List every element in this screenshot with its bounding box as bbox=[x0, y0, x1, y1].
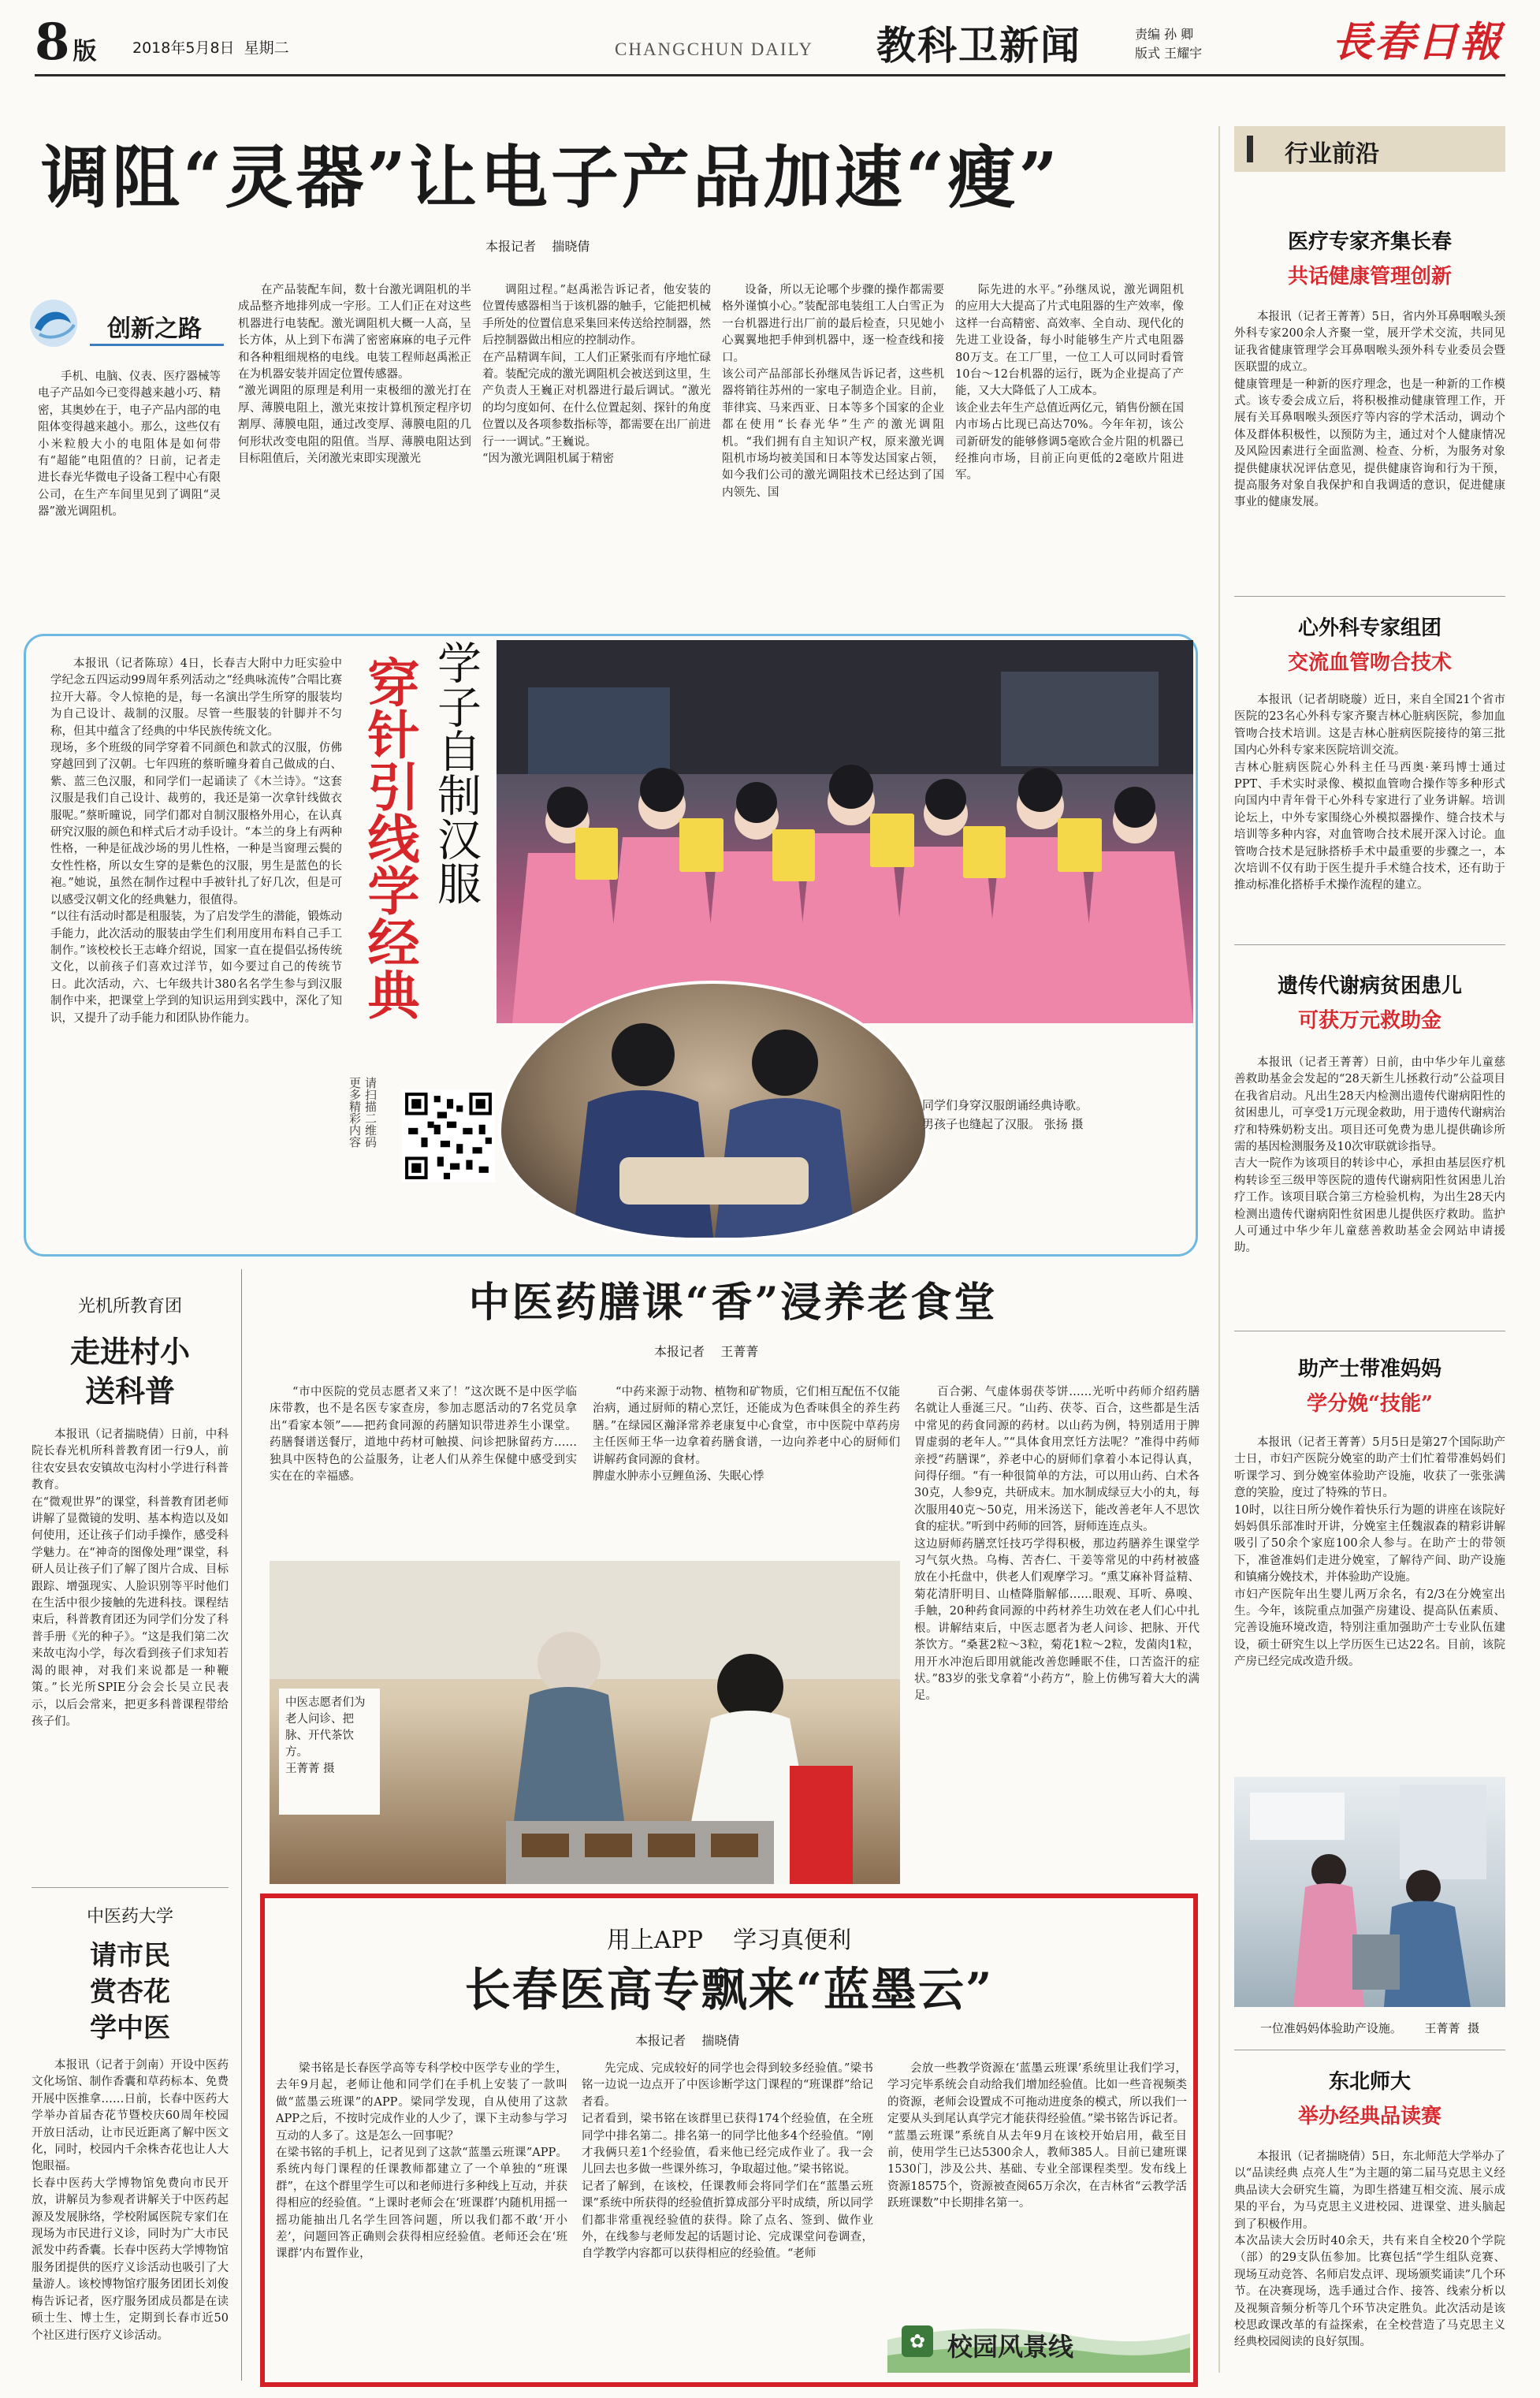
lead-byline: 本报记者 揣晓倩 bbox=[485, 239, 590, 254]
sidebar-item-1-text: 本报讯（记者王菁菁）5日，省内外耳鼻咽喉头颈外科专家200余人齐聚一堂，展开学术交流，共同见证我省健康管理学会耳鼻咽喉头颈外科专业委员会暨医联盟的成立。 健康管理是一种新的医疗理念，也是一种新的工作模式。该专委会成立后，将积极推动健康管理工作，开展有关耳鼻咽喉头颈医疗等内容的学术活动，调动个体及群体积极性，以预防为主，通过对个人健康情况及风险因素进行全面监测、检查、分析，为服务对象提供健康状况评估意见，提供健康咨询和行为干预，提高服务对象自我保护和自我调适的意识，促进健康事业的健康发展。 bbox=[1234, 311, 1505, 509]
sidebar-header-marker bbox=[1247, 136, 1253, 162]
app-col-3: 会放一些教学资源在‘蓝墨云班课’系统里让我们学习，学习完毕系统会自动给我们增加经验值。比如一些音视频类的资源，老师会设置成不可拖动进度条的模式，所以我们一定要从头到尾认真学完才能获得经验值。”梁书铭告诉记者。 “蓝墨云班课”系统自从去年9月在该校开始启用，截至目前，使用学生已达5300余人，教师385人。目前已建班课1530门，涉及公共、基础、专业全部课程类型。发布线上资源18575个，资源被查阅65万余次，在吉林省“云教学活跃班课数”中长期排名第一。 bbox=[887, 2062, 1187, 2210]
sidebar-item-3-head2: 可获万元救助金 bbox=[1297, 1009, 1441, 1033]
campus-badge-book-icon: ✿ bbox=[902, 2325, 933, 2357]
left-brief-2-text: 本报讯（记者于剑南）开设中医药文化场馆、制作香囊和草药标本、免费开展中医推拿……日前，长春中医药大学举办首届杏花节暨校庆60周年校园开放日活动，让市民近距离了解中医文化，同时，校园内千余株杏花也让人大饱眼福。 长春中医药大学博物馆免费向市民开放，讲解员为参观者讲解关于中医药起源及发展脉络，学校附属医院专家们在现场为市民进行义诊，同时为广大市民派发中药香囊。长春中医药大学博物馆服务团提供的医疗义诊活动也吸引了大量游人。该校博物馆疗服务团团长刘俊梅告诉记者，医疗服务团成员都是在读硕士生、博士生，定期到长春市近50个社区进行医疗义诊活动。 bbox=[32, 2059, 229, 2342]
delivery-room-photo bbox=[1234, 1777, 1505, 2007]
lead-col-2: 在产品装配车间，数十台激光调阻机的半成品整齐地排列成一字形。工人们正在对这些机器进行电装配。激光调阻机大概一人高，呈长方体，从上到下布满了密密麻麻的电子元件和各种粗细规格的电线。电装工程师赵禹淞正在为机器安装并固定位置传感器。 “激光调阻的原理是利用一束极细的激光打在厚、薄膜电阻上，激光束按计算机预定程序切割厚、薄膜电阻，通过改变厚、薄膜电阻的几何形状改变电阻的阻值。当厚、薄膜电阻达到目标阻值后，关闭激光束即实现激光 bbox=[238, 284, 471, 466]
editor-credits bbox=[1135, 25, 1202, 63]
sidebar-item-3-text: 本报讯（记者王菁菁）日前，由中华少年儿童慈善救助基金会发起的“28天新生儿拯救行动”公益项目在我省启动。凡出生28天内检测出遗传代谢病阳性的贫困患儿，可享受1万元现金救助，用于遗传代谢病治疗和特殊奶粉支出。项目还可免费为患儿提供确诊所需的基因检测服务及10次审联就诊指导。 吉大一院作为该项目的转诊中心，承担由基层医疗机构转诊至三级甲等医院的遗传代谢病阳性贫困患儿治疗工作。该项目联合第三方检验机构，为出生28天内检测出遗传代谢病阳性贫困患儿提供医疗救助。监护人可通过中华少年儿童慈善救助基金会网站申请援助。 bbox=[1234, 1056, 1505, 1255]
sewing-photo-art bbox=[501, 984, 928, 1241]
credit-editor: 责编 孙 卿 bbox=[1135, 27, 1194, 42]
tcm-photo-caption-text: 中医志愿者们为老人问诊、把脉、开代茶饮方。 王菁菁 摄 bbox=[285, 1696, 366, 1775]
feature-title-black: 学子自制汉服 bbox=[430, 640, 482, 905]
sidebar-divider-1 bbox=[1234, 596, 1505, 597]
weekday: 星期二 bbox=[244, 39, 289, 57]
sidebar-header bbox=[1234, 126, 1505, 172]
left-brief-2-head: 请市民 赏杏花 学中医 bbox=[90, 1940, 170, 2044]
tcm-byline: 本报记者 王菁菁 bbox=[654, 1344, 759, 1359]
sidebar-divider-2 bbox=[1234, 944, 1505, 945]
campus-badge-label: 校园风景线 bbox=[947, 2332, 1074, 2362]
lead-col-1: 手机、电脑、仪表、医疗器械等电子产品如今已变得越来越小巧、精密，其奥妙在于，电子产品内部的电阻体变得越来越小。那么，这些仅有小米粒般大小的电阻体是如何带有“超能”电阻值的？日前，记者走进长春光华微电子设备工程中心有限公司，在生产车间里见到了调阻“灵器”激光调阻机。 bbox=[38, 370, 221, 519]
newspaper-logo: 長春日報 bbox=[1332, 18, 1503, 66]
tcm-photo-caption bbox=[279, 1689, 380, 1815]
sidebar-item-3-head1: 遗传代谢病贫困患儿 bbox=[1277, 974, 1462, 998]
page-number: 8 版 bbox=[35, 13, 97, 72]
hanfu-inset-photo bbox=[498, 981, 928, 1241]
issue-date: 2018年5月8日 星期二 bbox=[132, 39, 289, 57]
hanfu-photo-art bbox=[497, 640, 1193, 1023]
section-title: 教科卫新闻 bbox=[876, 22, 1081, 69]
feature-title-red: 穿针引线学经典 bbox=[359, 656, 420, 1020]
app-subhead: 用上APP 学习真便利 bbox=[606, 1927, 852, 1954]
lead-col-5: 际先进的水平。”孙继凤说，激光调阻机的应用大大提高了片式电阻器的生产效率，像这样一台高精密、高效率、全自动、现代化的先进工业设备，每小时能够生产片式电阻器80万支。在工厂里，一位工人可以同时看管10台～12台机器的运行，既为企业提高了产能，又大大降低了人工成本。 该企业去年生产总值近两亿元，销售份额在国内市场占比现已高达70%。今年年初，该公司新研发的能够修调5毫欧合金片阻的机器已经推向市场，目前正向更低的2毫欧片阻进军。 bbox=[955, 284, 1184, 482]
left-brief-2-kicker: 中医药大学 bbox=[86, 1907, 173, 1927]
sidebar-item-1-head1: 医疗专家齐集长春 bbox=[1287, 230, 1452, 254]
lead-col-3: 调阻过程。”赵禹淞告诉记者，他安装的位置传感器相当于该机器的触手，它能把机械手所处的位置信息采集回来传送给控制器，然后控制器做出相应的控制动作。 在产品精调车间，工人们正紧张而有序地忙碌着。装配完成的激光调阻机会被送到这里，生产负责人王巍正对机器进行最后调试。“激光的均匀度如何、在什么位置起刻、探针的角度位置以及各项参数指标等，都需要在出厂前进行一一调试。”王巍说。 “因为激光调阻机属于精密 bbox=[482, 284, 711, 466]
left-column-rule bbox=[241, 1269, 242, 2381]
lead-col-4: 设备，所以无论哪个步骤的操作都需要格外谨慎小心。”装配部电装组工人白雪正为一台机器进行出厂前的最后检查，只见她小心翼翼地把手伸到机器中，逐一检查线和接口。 该公司产品部部长孙继凤告诉记者，这些机器将销往苏州的一家电子制造企业。目前，菲律宾、马来西亚、日本等多个国家的企业都在使用“长春光华”生产的激光调阻机。“我们拥有自主知识产权，原来激光调阻机市场均被美国和日本等发达国家占领，如今我们公司的激光调阻技术已经达到了国内领先、国 bbox=[722, 284, 944, 499]
left-brief-1-text: 本报讯（记者揣晓倩）日前，中科院长春光机所科普教育团一行9人，前往农安县农安镇故屯沟村小学进行科普教育。 在“微观世界”的课堂，科普教育团老师讲解了显微镜的发明、基本构造以及如何使用，还让孩子们动手操作，感受科学魅力。在“神奇的图像处理”课堂，科研人员让孩子们了解了图片合成、目标跟踪、增强现实、人脸识别等平时他们在生活中很少接触的先进科技。课程结束后，科普教育团还为同学们分发了科普手册《光的种子》。“这是我们第二次来故屯沟小学，每次看到孩子们求知若渴的眼神，对我们来说都是一种鞭策。”长光所SPIE分会会长吴立民表示，以后会常来，把更多科普课程带给孩子们。 bbox=[32, 1428, 229, 1728]
delivery-room-caption: 一位准妈妈体验助产设施。 王菁菁 摄 bbox=[1259, 2021, 1480, 2035]
sidebar-item-2-head2: 交流血管吻合技术 bbox=[1287, 651, 1452, 675]
masthead-rule bbox=[35, 74, 1505, 76]
sidebar-item-4-head2: 学分娩“技能” bbox=[1307, 1392, 1433, 1416]
sidebar-header-label: 行业前沿 bbox=[1285, 140, 1379, 168]
tcm-headline: 中医药膳课“香”浸养老食堂 bbox=[468, 1279, 998, 1327]
left-brief-divider bbox=[32, 1887, 229, 1888]
app-byline: 本报记者 揣晓倩 bbox=[635, 2033, 740, 2048]
qr-caption: 请扫描二维码 更多精彩内容 bbox=[348, 1077, 378, 1148]
page-unit: 版 bbox=[73, 38, 97, 65]
left-brief-1-head: 走进村小 送科普 bbox=[69, 1334, 190, 1409]
sidebar-item-4-text: 本报讯（记者王菁菁）5月5日是第27个国际助产士日，市妇产医院分娩室的助产士们忙着带准妈妈们听课学习、到分娩室体验助产设施，收获了一张张满意的笑脸，度过了特殊的节日。 10时，以往日所分娩作着快乐行为题的讲座在该院好妈妈俱乐部准时开讲，分娩室主任魏淑森的精彩讲解吸引了50余个家庭100余人参与。在助产士的带领下，准爸准妈们走进分娩室，了解待产间、助产设施和镇痛分娩技术，并体验助产设施。 市妇产医院年出生婴儿两万余名，有2/3在分娩室出生。今年，该院重点加强产房建设、提高队伍素质、完善设施环境改造，特别注重加强助产士专业队伍建设，硕士研究生以上学历医生已达22名。目前，该院产房已经完成改造升级。 bbox=[1234, 1436, 1505, 1669]
credit-layout: 版式 王耀宇 bbox=[1135, 46, 1203, 61]
tcm-col-1: “市中医院的党员志愿者又来了！”这次既不是中医学临床带教，也不是名医专家查房，参加志愿活动的7名党员拿出“看家本领”——把药食同源的药膳知识带进养生小课堂。药膳餐谱送餐厅，道地中药材可触摸、问诊把脉留药方……独具中医特色的公益服务，让老人们从养生保健中感受到实实在在的幸福感。 bbox=[270, 1386, 577, 1484]
left-brief-1-kicker: 光机所教育团 bbox=[77, 1297, 182, 1316]
app-col-1: 梁书铭是长春医学高等专科学校中医学专业的学生，去年9月起，老师让他和同学们在手机上安装了一款叫做“蓝墨云班课”的APP。梁同学发现，自从使用了这款APP之后，不按时完成作业的人少了，课下主动参与学习互动的人多了。这是怎么一回事呢？ 在梁书铭的手机上，记者见到了这款“蓝墨云班课”APP。系统内每门课程的任课教师都建立了一个单独的“班课群”，在这个群里学生可以和老师进行多种线上互动，并获得相应的经验值。“上课时老师会在‘班课群’内随机用摇一摇功能抽出几名学生回答问题，所以我们都不敢‘开小差’，问题回答正确则会获得相应经验值。老师还会在‘班课群’内布置作业， bbox=[276, 2062, 567, 2261]
feature-caption: 同学们身穿汉服朗诵经典诗歌。 男孩子也缝起了汉服。 张扬 摄 bbox=[922, 1098, 1088, 1131]
app-col-2: 先完成、完成较好的同学也会得到较多经验值。”梁书铭一边说一边点开了中医诊断学这门课程的“班课群”给记者看。 记者看到，梁书铭在该群里已获得174个经验值，在全班同学中排名第二。排名第一的同学比他多4个经验值。“刚才我俩只差1个经验值，看来他已经完成作业了。我一会儿回去也多做一些课外练习，争取超过他。”梁书铭说。 记者了解到，在该校，任课教师会将同学们在“蓝墨云班课”系统中所获得的经验值折算成部分平时成绩，所以同学们都非常重视经验值的获得。除了点名、签到、做作业外，在线参与老师发起的话题讨论、完成课堂问卷调查，自学教学内容都可以获得相应的经验值。“老师 bbox=[582, 2062, 873, 2261]
lead-tag bbox=[24, 293, 227, 353]
lead-tag-underline bbox=[90, 344, 224, 346]
lead-tag-label: 创新之路 bbox=[107, 315, 202, 343]
campus-badge bbox=[887, 2316, 1190, 2373]
sidebar-border bbox=[1218, 126, 1220, 2373]
sidebar-item-2-head1: 心外科专家组团 bbox=[1297, 616, 1441, 640]
tcm-col-3: 百合粥、气虚体弱茯苓饼……光听中药师介绍药膳名就让人垂涎三尺。“山药、茯苓、百合，这些都是生活中常见的药食同源的药材。以山药为例，特别适用于脾胃虚弱的老年人。”“具体食用烹饪方法呢？”准得中药师亲授“药膳课”，养老中心的厨师们拿着小本记得认真，问得仔细。“有一种很简单的方法，可以用山药、白术各30克，人参9克，共研成末。加水制成绿豆大小的丸，每次服用40克～50克，用米汤送下，能改善老年人不思饮食的症状。”听到中药师的回答，厨师连连点头。 这边厨师药膳烹饪技巧学得积极，那边药膳养生课堂学习气氛火热。乌梅、苦杏仁、干姜等常见的中药材被盛放在小托盘中，供老人们观摩学习。“熏艾麻补肾益精、菊花清肝明目、山楂降脂解郁……眼观、耳听、鼻嗅、手触，20种药食同源的中药材养生功效在老人们心中扎根。讲解结束后，中医志愿者为老人问诊、把脉、开代茶饮方。“桑葚2粒～3粒，菊花1粒～2粒，发菌肉1粒，用开水冲泡后即用就能改善您睡眠不佳，口苦盗汗的症状。”83岁的张戈拿着“小药方”，脸上仿佛写着大大的满足。 bbox=[914, 1386, 1200, 1703]
sidebar-item-5-head1: 东北师大 bbox=[1328, 2070, 1411, 2094]
feature-col-1: 本报讯（记者陈琼）4日，长春吉大附中力旺实验中学纪念五四运动99周年系列活动之“经典咏流传”合唱比赛拉开大幕。令人惊艳的是，每一名演出学生所穿的服装均为自己设计、裁制的汉服。尽管一些服装的针脚并不匀称，但其中蕴含了经典的中华民族传统文化。 现场，多个班级的同学穿着不同颜色和款式的汉服，仿佛穿越回到了汉朝。七年四班的蔡昕曈身着自己做成的白、紫、蓝三色汉服，和同学们一起诵读了《木兰诗》。“这套汉服是我们自己设计、裁剪的，我还是第一次拿针线做衣服呢。”蔡昕曈说，同学们都对自制汉服格外用心，在认真研究汉服的颜色和样式后才动手设计。“本兰的身上有两种性格，一种是征战沙场的男儿性格，一种是当窗理云鬓的女性性格，所以女生穿的是紫色的汉服，男生是蓝色的长袍。”她说，虽然在制作过程中手被针扎了好几次，但是可以感受汉朝文化的经典魅力，很值得。 “以往有活动时都是租服装，为了启发学生的潜能，锻炼动手能力，此次活动的服装由学生们利用度用布料自己手工制作。”该校校长王志峰介绍说，国家一直在提倡弘扬传统文化，以前孩子们喜欢过洋节，如今要过自己的传统节日。此次活动，六、七年级共计380名名学生参与到汉服制作中来，把课堂上学到的知识运用到实践中，深化了知识，又提升了动手能力和团队协作能力。 bbox=[50, 657, 342, 1025]
swirl-logo-icon bbox=[24, 293, 84, 353]
sidebar-item-2-text: 本报讯（记者胡晓璇）近日，来自全国21个省市医院的23名心外科专家齐聚吉林心脏病医院，参加血管吻合技术培训。这是吉林心脏病医院接待的第三批国内心外科专家来医院培训交流。 吉林心脏病医院心外科主任马西奥·莱玛博士通过PPT、手术实时录像、模拟血管吻合操作等多种形式向国内中青年骨干心外科专家进行了业务讲解。培训论坛上，中外专家围绕心外模拟器操作、缝合技术与培训等多种内容，对血管吻合技术展开深入讨论。血管吻合技术是冠脉搭桥手术中最重要的步骤之一，本次培训不仅有助于医生提升手术缝合技术，还有助于推动标准化搭桥手术操作流程的建立。 bbox=[1234, 694, 1505, 892]
sidebar-item-5-head2: 举办经典品读赛 bbox=[1297, 2105, 1441, 2128]
delivery-room-photo-art bbox=[1234, 1777, 1505, 2007]
qr-code[interactable] bbox=[402, 1089, 495, 1182]
qr-code-icon bbox=[402, 1089, 495, 1182]
masthead bbox=[0, 0, 1540, 79]
paper-name-en: CHANGCHUN DAILY bbox=[615, 39, 813, 59]
app-headline: 长春医高专飘来“蓝墨云” bbox=[464, 1963, 994, 2016]
sidebar-item-1-head2: 共话健康管理创新 bbox=[1287, 265, 1452, 289]
lead-headline: 调阻“灵器”让电子产品加速“瘦” bbox=[41, 138, 1061, 218]
sidebar-item-4-head1: 助产士带准妈妈 bbox=[1297, 1357, 1441, 1381]
sidebar-item-5-text: 本报讯（记者揣晓倩）5日，东北师范大学举办了以“品读经典 点亮人生”为主题的第二届马克思主义经典品读大会研究生篇，为即生搭建互相交流、展示成果的平台，为马克思主义进校园、进课堂、进头脑起到了积极作用。 本次品读大会历时40余天，共有来自全校20个学院（部）的29支队伍参加。比赛包括“学生组队竞赛、现场互动竞答、名师启发点评、现场颁奖诵读”几个环节。在决赛现场，选手通过合作、接答、线索分析以及视频音频分析等几个环节决定胜负。此次活动是该校思政课改革的有益探索，在全校营造了马克思主义经典校园阅读的良好氛围。 bbox=[1234, 2150, 1505, 2349]
hanfu-main-photo bbox=[497, 640, 1193, 1023]
tcm-col-2: “中药来源于动物、植物和矿物质，它们相互配伍不仅能治病，通过厨师的精心烹饪，还能成为色香味俱全的养生药膳。”在绿园区瀚泽常养老康复中心食堂，市中医院中草药房主任医师王华一边拿着药膳食谱，一边向养老中心的厨师们讲解药食同源的食材。 脾虚水肿赤小豆鲤鱼汤、失眠心悸 bbox=[593, 1386, 900, 1484]
